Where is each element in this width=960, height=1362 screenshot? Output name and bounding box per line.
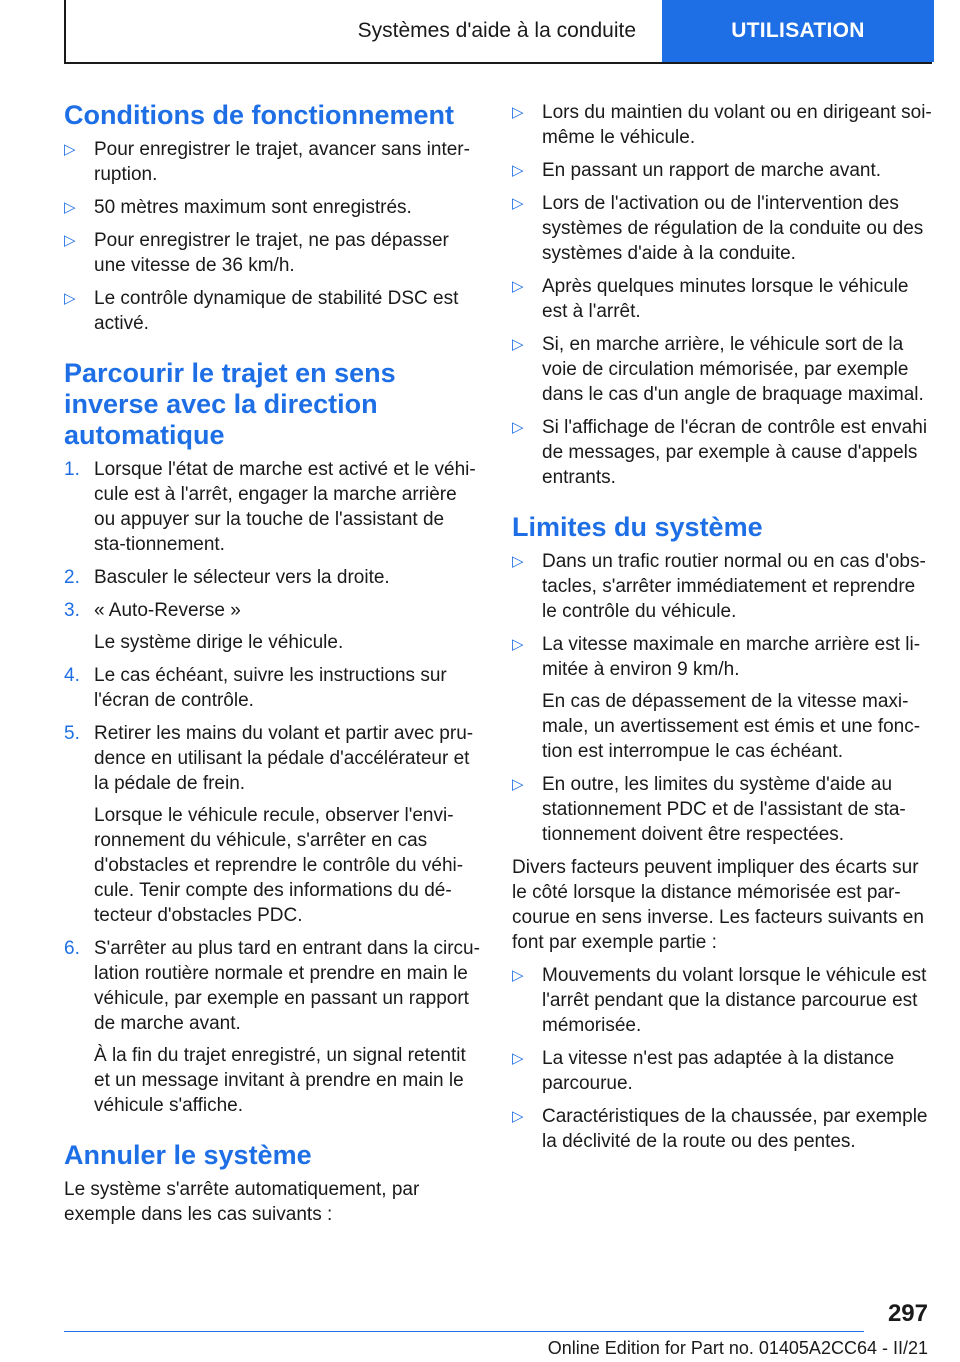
list-item: ▷ Dans un trafic routier normal ou en cas d'obs-tacles, s'arrêter immédiatement et reprendre le contrôle du véhicule.: [512, 551, 926, 622]
bullet-triangle-icon: ▷: [64, 290, 76, 307]
heading-system-limits: Limites du système: [512, 512, 763, 542]
cancel-intro: Le système s'arrête automatiquement, par exemple dans les cas suivants :: [64, 1179, 420, 1225]
step-item: 6. S'arrêter au plus tard en entrant dans la circu-lation routière normale et prendre en main le véhicule, par exemple en passant un rapport de marche avant. À la fin du trajet enregistré, un signal retentit et un message invitant à prendre en main le véhicule s'affiche.: [64, 938, 480, 1116]
step-number: 6.: [64, 938, 80, 959]
bullet-triangle-icon: ▷: [512, 553, 524, 570]
bullet-triangle-icon: ▷: [512, 195, 524, 212]
step-item: 3. « Auto-Reverse » Le système dirige le véhicule.: [64, 598, 480, 655]
bullet-triangle-icon: ▷: [64, 199, 76, 216]
list-item: ▷ Le contrôle dynamique de stabilité DSC est activé.: [64, 288, 459, 334]
list-item: ▷ La vitesse n'est pas adaptée à la distance parcourue.: [512, 1048, 895, 1094]
footer-divider: [64, 1331, 864, 1332]
list-item: ▷ Après quelques minutes lorsque le véhicule est à l'arrêt.: [512, 276, 909, 322]
list-item: ▷ Si, en marche arrière, le véhicule sort de la voie de circulation mémorisée, par exemple dans le cas d'un angle de braquage maximal.: [512, 334, 924, 405]
bullet-triangle-icon: ▷: [512, 1108, 524, 1125]
list-item: ▷ 50 mètres maximum sont enregistrés.: [64, 197, 412, 218]
bullet-triangle-icon: ▷: [64, 141, 76, 158]
list-item: ▷ Si l'affichage de l'écran de contrôle est envahi de messages, par exemple à cause d'appels entrants.: [512, 417, 928, 488]
step-number: 1.: [64, 459, 80, 480]
list-item: ▷ En passant un rapport de marche avant.: [512, 160, 882, 181]
bullet-triangle-icon: ▷: [512, 967, 524, 984]
step-note: Le système dirige le véhicule.: [94, 632, 344, 653]
list-item: ▷ Mouvements du volant lorsque le véhicule est l'arrêt pendant que la distance parcourue est mémorisée.: [512, 965, 927, 1036]
bullet-triangle-icon: ▷: [512, 1050, 524, 1067]
item-note: En cas de dépassement de la vitesse maxi-male, un avertissement est émis et une fonc-tion est interrompue le cas échéant.: [542, 691, 921, 762]
heading-operating-conditions: Conditions de fonctionnement: [64, 100, 454, 130]
heading-reverse-route: Parcourir le trajet en sens inverse avec la direction automatique: [64, 358, 396, 450]
step-number: 5.: [64, 723, 80, 744]
page-header: [64, 0, 932, 64]
step-note: Lorsque le véhicule recule, observer l'envi-ronnement du véhicule, s'arrêter en cas d'obstacles et reprendre le contrôle du véhi-cule. Tenir compte des informations du dé-tecteur d'obstacles PDC.: [94, 805, 464, 926]
list-item: ▷ Pour enregistrer le trajet, avancer sans inter-ruption.: [64, 139, 470, 185]
step-number: 4.: [64, 665, 80, 686]
list-item: ▷ Lors de l'activation ou de l'intervention des systèmes de régulation de la conduite ou des systèmes d'aide à la conduite.: [512, 193, 924, 264]
list-item: ▷ Pour enregistrer le trajet, ne pas dépasser une vitesse de 36 km/h.: [64, 230, 449, 276]
left-column: [64, 100, 480, 1235]
chapter-tab: UTILISATION: [662, 0, 934, 62]
factors-intro: Divers facteurs peuvent impliquer des écarts sur le côté lorsque la distance mémorisée est par-courue en sens inverse. Les facteurs suivants en font par exemple partie :: [512, 857, 924, 953]
list-item: ▷ La vitesse maximale en marche arrière est li-mitée à environ 9 km/h. En cas de dépassement de la vitesse maxi-male, un avertissement est émis et une fonc-tion est interrompue le cas échéant.: [512, 632, 932, 764]
list-item: ▷ Caractéristiques de la chaussée, par exemple la déclivité de la route ou des pentes.: [512, 1106, 928, 1152]
bullet-triangle-icon: ▷: [512, 419, 524, 436]
bullet-triangle-icon: ▷: [512, 336, 524, 353]
right-column: [512, 100, 932, 1162]
step-number: 2.: [64, 567, 80, 588]
step-item: 2. Basculer le sélecteur vers la droite.: [64, 567, 390, 588]
bullet-triangle-icon: ▷: [512, 162, 524, 179]
bullet-triangle-icon: ▷: [512, 636, 524, 653]
edition-footer: Online Edition for Part no. 01405A2CC64 - II/21: [547, 1338, 928, 1358]
step-number: 3.: [64, 600, 80, 621]
list-item: ▷ Lors du maintien du volant ou en dirigeant soi-même le véhicule.: [512, 102, 932, 148]
bullet-triangle-icon: ▷: [512, 776, 524, 793]
step-note: À la fin du trajet enregistré, un signal retentit et un message invitant à prendre en main le véhicule s'affiche.: [94, 1045, 466, 1116]
bullet-triangle-icon: ▷: [512, 104, 524, 121]
section-title: Systèmes d'aide à la conduite: [357, 19, 636, 42]
step-item: 4. Le cas échéant, suivre les instructions sur l'écran de contrôle.: [64, 665, 447, 711]
step-item: 1. Lorsque l'état de marche est activé et le véhi-cule est à l'arrêt, engager la marche arrière ou appuyer sur la touche de l'assistant de sta-tionnement.: [64, 459, 476, 555]
bullet-triangle-icon: ▷: [512, 278, 524, 295]
heading-cancel-system: Annuler le système: [64, 1140, 312, 1170]
bullet-triangle-icon: ▷: [64, 232, 76, 249]
list-item: ▷ En outre, les limites du système d'aide au stationnement PDC et de l'assistant de sta-tionnement doivent être respectées.: [512, 774, 906, 845]
page-number: 297: [887, 1300, 928, 1327]
step-item: 5. Retirer les mains du volant et partir avec pru-dence en utilisant la pédale d'accélérateur et la pédale de frein. Lorsque le véhicule recule, observer l'envi-ronnement du véhicule, s'arrêter en cas d'obstacles et reprendre le contrôle du véhi-cule. Tenir compte des informations du dé-tecteur d'obstacles PDC.: [64, 721, 480, 928]
